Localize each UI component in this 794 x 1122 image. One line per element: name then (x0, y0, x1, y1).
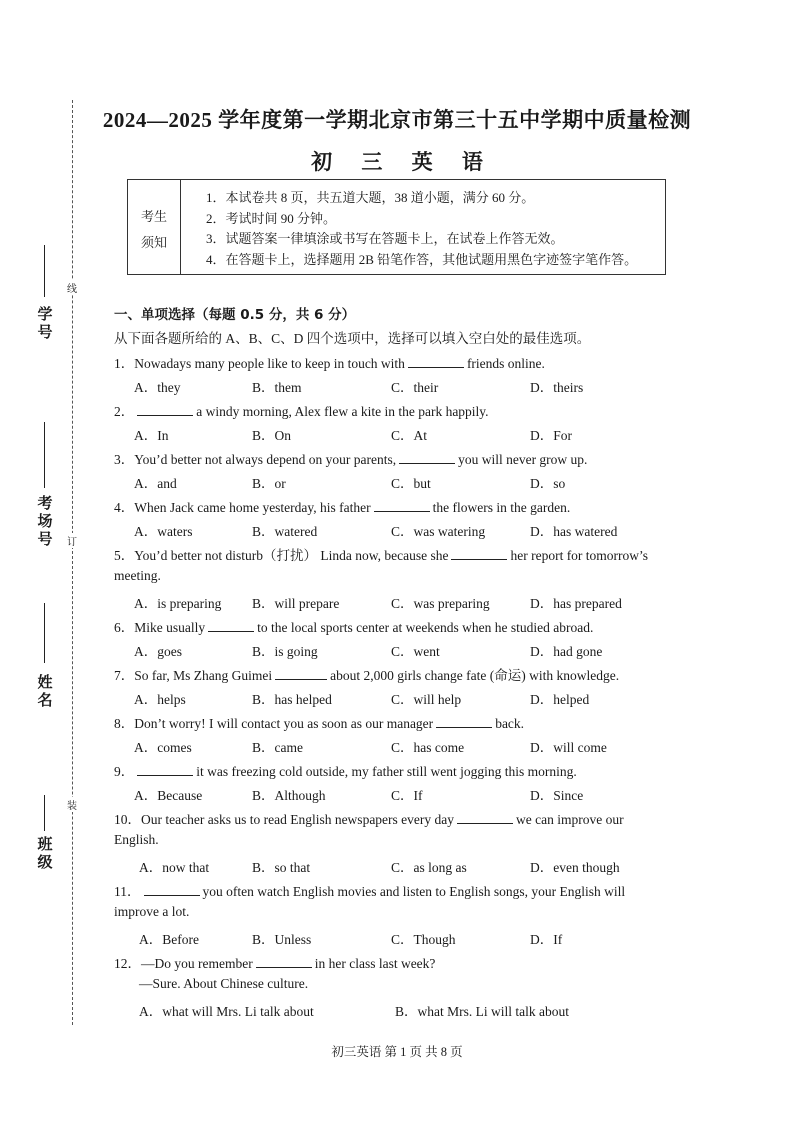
option-b[interactable]: B．Although (252, 788, 326, 803)
question-text: 2． (114, 404, 135, 419)
question-continuation: —Sure. About Chinese culture. (139, 976, 309, 991)
question-text: 9． (114, 764, 135, 779)
exam-title: 2024—2025 学年度第一学期北京市第三十五中学期中质量检测 (102, 108, 692, 132)
question-text: 10．Our teacher asks us to read English newspapers every day (114, 812, 455, 827)
option-b[interactable]: B．or (252, 476, 286, 491)
option-c[interactable]: C．If (391, 788, 423, 803)
question-6 (114, 616, 593, 636)
option-b[interactable]: B．will prepare (252, 596, 340, 611)
option-d[interactable]: D．even though (530, 860, 620, 875)
option-a[interactable]: A．is preparing (134, 596, 222, 611)
question-text: about 2,000 girls change fate (命运) with knowledge. (330, 668, 620, 683)
question-4 (114, 496, 570, 516)
option-b[interactable]: B．what Mrs. Li will talk about (395, 1004, 569, 1019)
question-text: 7．So far, Ms Zhang Guimei (114, 668, 273, 683)
answer-blank (137, 763, 193, 776)
option-a[interactable]: A．comes (134, 740, 192, 755)
question-12 (114, 952, 435, 972)
answer-blank (256, 955, 312, 968)
option-d[interactable]: D．For (530, 428, 573, 443)
question-text: a windy morning, Alex flew a kite in the park happily. (196, 404, 489, 419)
question-text: you will never grow up. (458, 452, 588, 467)
section-title: 一、单项选择（每题 0.5 分，共 6 分） (114, 307, 356, 323)
question-text: her report for tomorrow’s (510, 548, 649, 563)
question-text: we can improve our (516, 812, 624, 827)
option-c[interactable]: C．will help (391, 692, 462, 707)
answer-blank (399, 451, 455, 464)
question-text: 11． (114, 884, 141, 899)
binding-char-line: 线 (66, 280, 78, 295)
option-a[interactable]: A．Before (139, 932, 199, 947)
option-d[interactable]: D．Since (530, 788, 584, 803)
binding-dashed-line (72, 100, 73, 1025)
option-d[interactable]: D．had gone (530, 644, 603, 659)
option-a[interactable]: A．goes (134, 644, 182, 659)
notice-items (206, 188, 637, 270)
question-continuation: improve a lot. (114, 904, 190, 919)
question-8 (114, 712, 524, 732)
option-c[interactable]: C．has come (391, 740, 465, 755)
notice-item: 1．本试卷共 8 页，共五道大题，38 道小题，满分 60 分。 (206, 190, 535, 205)
question-2 (114, 400, 489, 420)
answer-blank (144, 883, 200, 896)
option-d[interactable]: D．has prepared (530, 596, 622, 611)
option-a[interactable]: A．In (134, 428, 169, 443)
question-continuation: meeting. (114, 568, 161, 583)
question-continuation: English. (114, 832, 159, 847)
answer-blank (451, 547, 507, 560)
question-5 (114, 544, 648, 564)
binding-char-staple: 订 (66, 533, 78, 548)
exam-subtitle: 初 三 英 语 (311, 150, 495, 174)
notice-item: 3．试题答案一律填涂或书写在答题卡上，在试卷上作答无效。 (206, 231, 564, 246)
question-1 (114, 352, 545, 372)
question-10 (114, 808, 624, 828)
option-c[interactable]: C．was watering (391, 524, 486, 539)
question-text: 12．—Do you remember (114, 956, 253, 971)
page-footer: 初三英语 第 1 页 共 8 页 (331, 1045, 463, 1059)
option-c[interactable]: C．Though (391, 932, 456, 947)
option-b[interactable]: B．is going (252, 644, 318, 659)
option-a[interactable]: A．now that (139, 860, 210, 875)
option-c[interactable]: C．At (391, 428, 428, 443)
question-text: 4．When Jack came home yesterday, his father (114, 500, 371, 515)
option-c[interactable]: C．went (391, 644, 440, 659)
question-text: the flowers in the garden. (432, 500, 571, 515)
option-a[interactable]: A．what will Mrs. Li talk about (139, 1004, 314, 1019)
answer-blank (457, 811, 513, 824)
option-b[interactable]: B．Unless (252, 932, 312, 947)
question-text: back. (495, 716, 525, 731)
answer-blank (208, 619, 254, 632)
question-text: 8．Don’t worry! I will contact you as soon as our manager (114, 716, 434, 731)
option-b[interactable]: B．so that (252, 860, 311, 875)
option-b[interactable]: B．came (252, 740, 303, 755)
option-d[interactable]: D．so (530, 476, 566, 491)
option-a[interactable]: A．they (134, 380, 181, 395)
question-9 (114, 760, 577, 780)
question-text: 1．Nowadays many people like to keep in touch with (114, 356, 405, 371)
option-b[interactable]: B．them (252, 380, 302, 395)
answer-blank (436, 715, 492, 728)
candidate-notice-box (127, 179, 666, 275)
student-number-label: 学号 (37, 305, 53, 341)
question-text: to the local sports center at weekends when he studied abroad. (257, 620, 594, 635)
option-d[interactable]: D．helped (530, 692, 590, 707)
option-a[interactable]: A．helps (134, 692, 186, 707)
option-b[interactable]: B．watered (252, 524, 318, 539)
option-c[interactable]: C．was preparing (391, 596, 490, 611)
question-text: 5．You’d better not disturb（打扰） Linda now, because she (114, 548, 449, 563)
notice-item: 2．考试时间 90 分钟。 (206, 210, 337, 226)
option-a[interactable]: A．Because (134, 788, 203, 803)
answer-blank (408, 355, 464, 368)
option-d[interactable]: D．will come (530, 740, 607, 755)
notice-heading-line1: 考生 (140, 210, 167, 225)
answer-blank (137, 403, 193, 416)
option-c[interactable]: C．their (391, 380, 439, 395)
answer-blank (374, 499, 430, 512)
notice-item: 4．在答题卡上，选择题用 2B 铅笔作答，其他试题用黑色字迹签字笔作答。 (206, 251, 638, 267)
exam-room-label: 考场号 (37, 494, 53, 548)
question-3 (114, 448, 587, 468)
question-11 (114, 880, 625, 900)
question-text: you often watch English movies and listen to English songs, your English will (202, 884, 626, 899)
option-b[interactable]: B．On (252, 428, 292, 443)
option-d[interactable]: D．has watered (530, 524, 618, 539)
question-7 (114, 664, 619, 684)
option-d[interactable]: D．theirs (530, 380, 584, 395)
option-c[interactable]: C．but (391, 476, 431, 491)
answer-blank (275, 667, 327, 680)
question-text: 3．You’d better not always depend on your parents, (114, 452, 397, 467)
option-a[interactable]: A．and (134, 476, 177, 491)
question-text: it was freezing cold outside, my father still went jogging this morning. (196, 764, 577, 779)
notice-heading-line2: 须知 (140, 236, 167, 251)
option-a[interactable]: A．waters (134, 524, 193, 539)
binding-char-bind: 装 (66, 797, 78, 812)
notice-heading (128, 180, 181, 274)
question-text: friends online. (466, 356, 545, 371)
question-text: in her class last week? (314, 956, 436, 971)
name-label: 姓名 (37, 673, 53, 709)
class-label: 班级 (37, 835, 53, 871)
question-text: 6．Mike usually (114, 620, 206, 635)
section-instruction: 从下面各题所给的 A、B、C、D 四个选项中，选择可以填入空白处的最佳选项。 (114, 331, 591, 346)
option-b[interactable]: B．has helped (252, 692, 332, 707)
option-d[interactable]: D．If (530, 932, 563, 947)
option-c[interactable]: C．as long as (391, 860, 467, 875)
